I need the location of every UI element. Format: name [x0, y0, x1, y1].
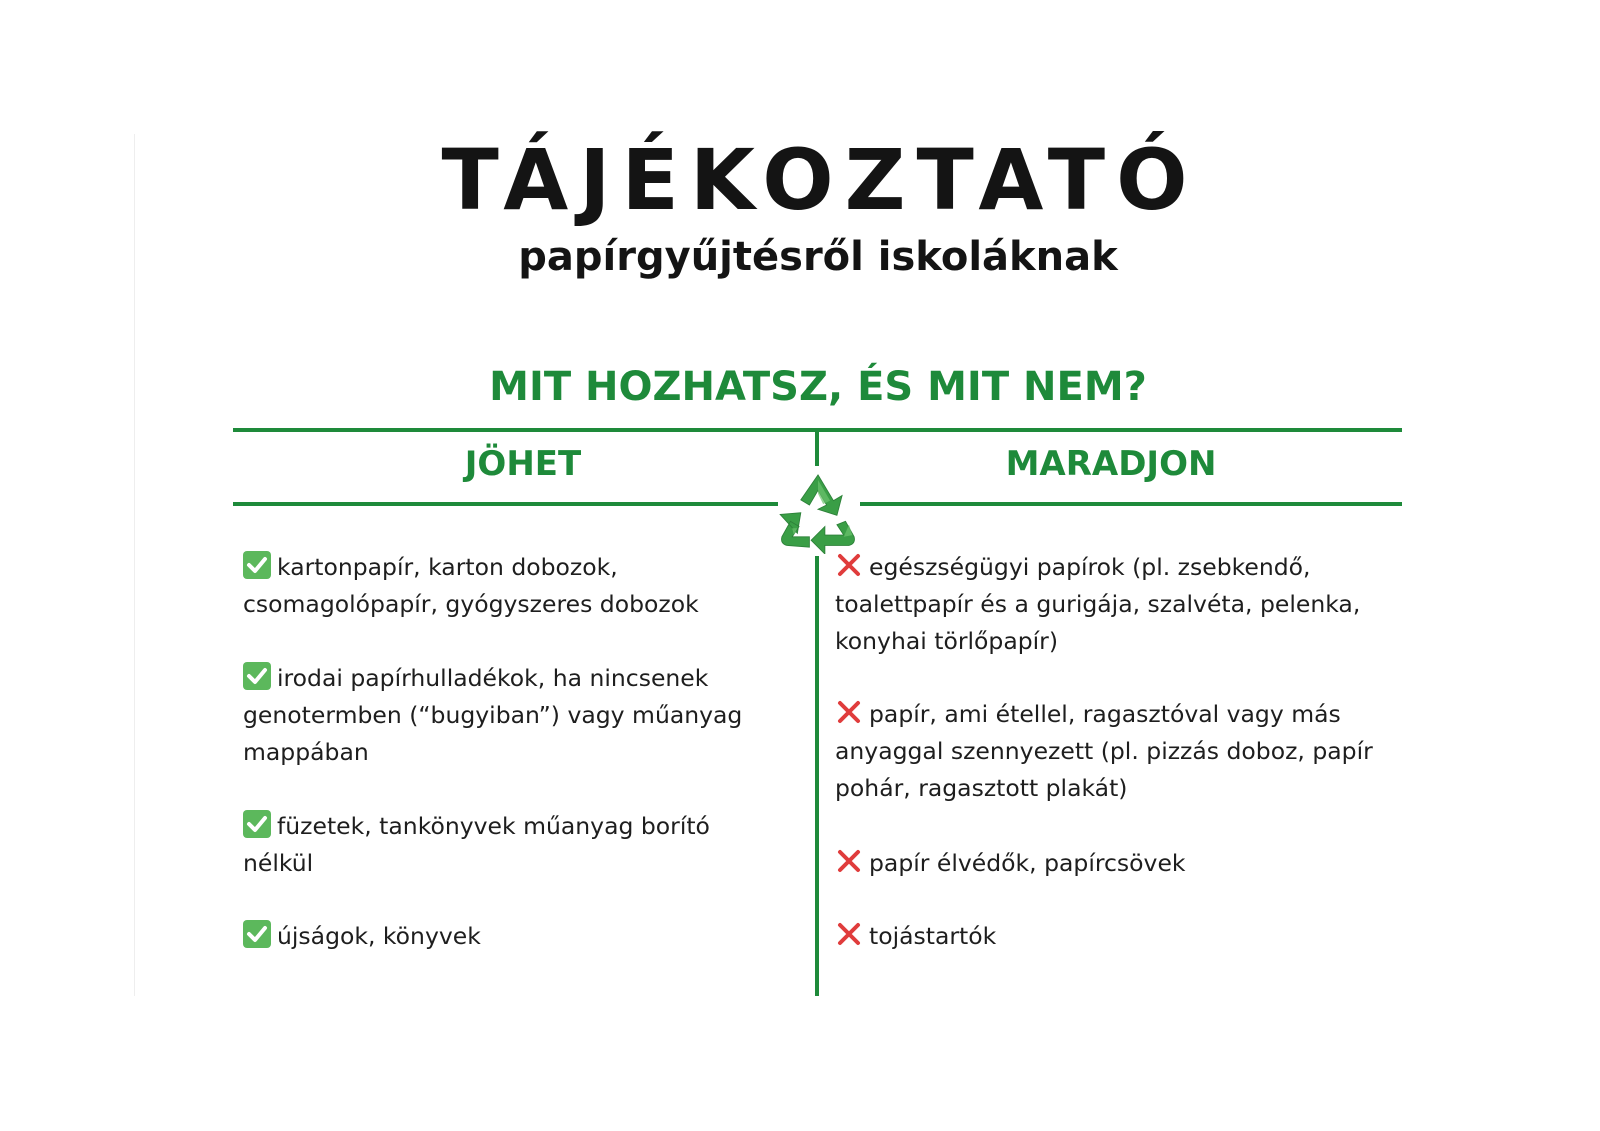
allowed-heading: JÖHET — [464, 444, 582, 484]
allowed-item — [243, 660, 783, 771]
header-rule-left — [233, 502, 778, 506]
check-icon — [243, 551, 271, 579]
allowed-item — [243, 549, 783, 623]
header-rule-right — [860, 502, 1402, 506]
poster-subtitle: papírgyűjtésről iskoláknak — [518, 234, 1118, 280]
cross-icon — [835, 847, 863, 875]
recycle-icon — [775, 468, 861, 554]
forbidden-item — [835, 549, 1410, 660]
check-icon — [243, 920, 271, 948]
forbidden-item — [835, 918, 1410, 955]
forbidden-item-text: papír élvédők, papírcsövek — [869, 849, 1186, 877]
column-divider — [815, 556, 819, 996]
forbidden-item — [835, 845, 1410, 882]
cross-icon — [835, 698, 863, 726]
forbidden-item-text: papír, ami étellel, ragasztóval vagy más anyaggal szennyezett (pl. pizzás doboz, papír pohár, ragasztott plakát) — [835, 700, 1373, 802]
forbidden-item-text: egészségügyi papírok (pl. zsebkendő, toalettpapír és a gurigája, szalvéta, pelenka, konyhai törlőpapír) — [835, 553, 1361, 655]
allowed-item-text: irodai papírhulladékok, ha nincsenek genotermben (“bugyiban”) vagy műanyag mappában — [243, 664, 743, 766]
cross-icon — [835, 551, 863, 579]
forbidden-item — [835, 696, 1410, 807]
poster-title: TÁJÉKOZTATÓ — [441, 131, 1199, 229]
allowed-item-text: újságok, könyvek — [277, 922, 481, 950]
check-icon — [243, 662, 271, 690]
forbidden-item-text: tojástartók — [869, 922, 997, 950]
check-icon — [243, 810, 271, 838]
cross-icon — [835, 920, 863, 948]
forbidden-heading: MARADJON — [1005, 444, 1217, 484]
allowed-item — [243, 808, 783, 882]
allowed-item-text: kartonpapír, karton dobozok, csomagolópapír, gyógyszeres dobozok — [243, 553, 699, 618]
divider-top — [815, 432, 819, 466]
allowed-item — [243, 918, 783, 955]
section-title: MIT HOZHATSZ, ÉS MIT NEM? — [489, 364, 1147, 410]
allowed-item-text: füzetek, tankönyvek műanyag borító nélkül — [243, 812, 710, 877]
